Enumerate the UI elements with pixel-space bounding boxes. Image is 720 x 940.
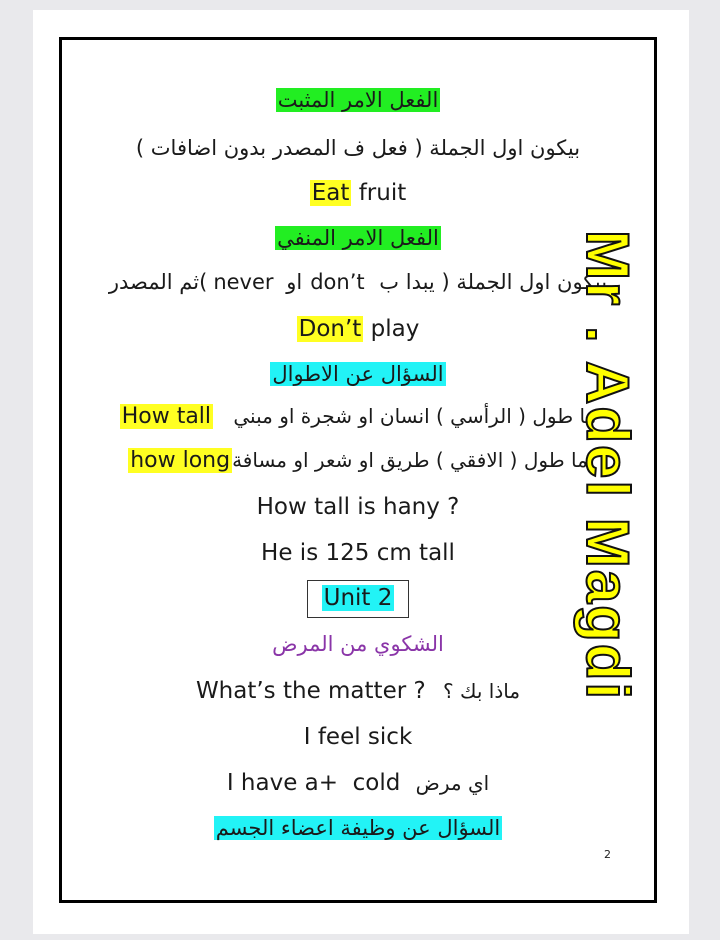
example-i-feel-sick: I feel sick bbox=[303, 724, 413, 750]
author-watermark: Mr . Adel Magdi bbox=[574, 229, 642, 701]
example-whats-the-matter: What’s the matter ? ماذا بك ؟ bbox=[195, 678, 521, 704]
heading-asking-heights: السؤال عن الاطوال bbox=[272, 362, 444, 386]
example-i-have-cold: I have a+ cold اي مرض bbox=[226, 770, 490, 796]
rule-how-tall: ما طول ( الرأسي ) انسان او شجرة او مبني How tall bbox=[121, 404, 597, 429]
heading-imperative-negative: الفعل الامر المنفي bbox=[277, 226, 439, 250]
rule-imperative-positive: بيكون اول الجملة ( فعل ف المصدر بدون اضافات ) bbox=[135, 136, 581, 160]
example-eat-fruit: Eat fruit bbox=[311, 180, 407, 206]
rule-imperative-negative: بيكون اول الجملة ( يبدا ب don’tاو never)ثم المصدر bbox=[108, 270, 608, 294]
rule-how-long: ما طول ( الافقي ) طريق او شعر او مسافةhow long bbox=[130, 448, 588, 473]
example-how-tall-question: How tall is hany ? bbox=[256, 494, 460, 520]
page-number: 2 bbox=[604, 848, 611, 861]
heading-body-parts-functions: السؤال عن وظيفة اعضاء الجسم bbox=[215, 816, 501, 840]
heading-complaining-illness: الشكوي من المرض bbox=[272, 632, 444, 656]
unit-heading: Unit 2 bbox=[62, 580, 654, 618]
example-he-is-tall: He is 125 cm tall bbox=[261, 540, 455, 566]
heading-imperative-positive: الفعل الامر المثبت bbox=[277, 88, 439, 112]
example-dont-play: Don’t play bbox=[298, 316, 420, 342]
